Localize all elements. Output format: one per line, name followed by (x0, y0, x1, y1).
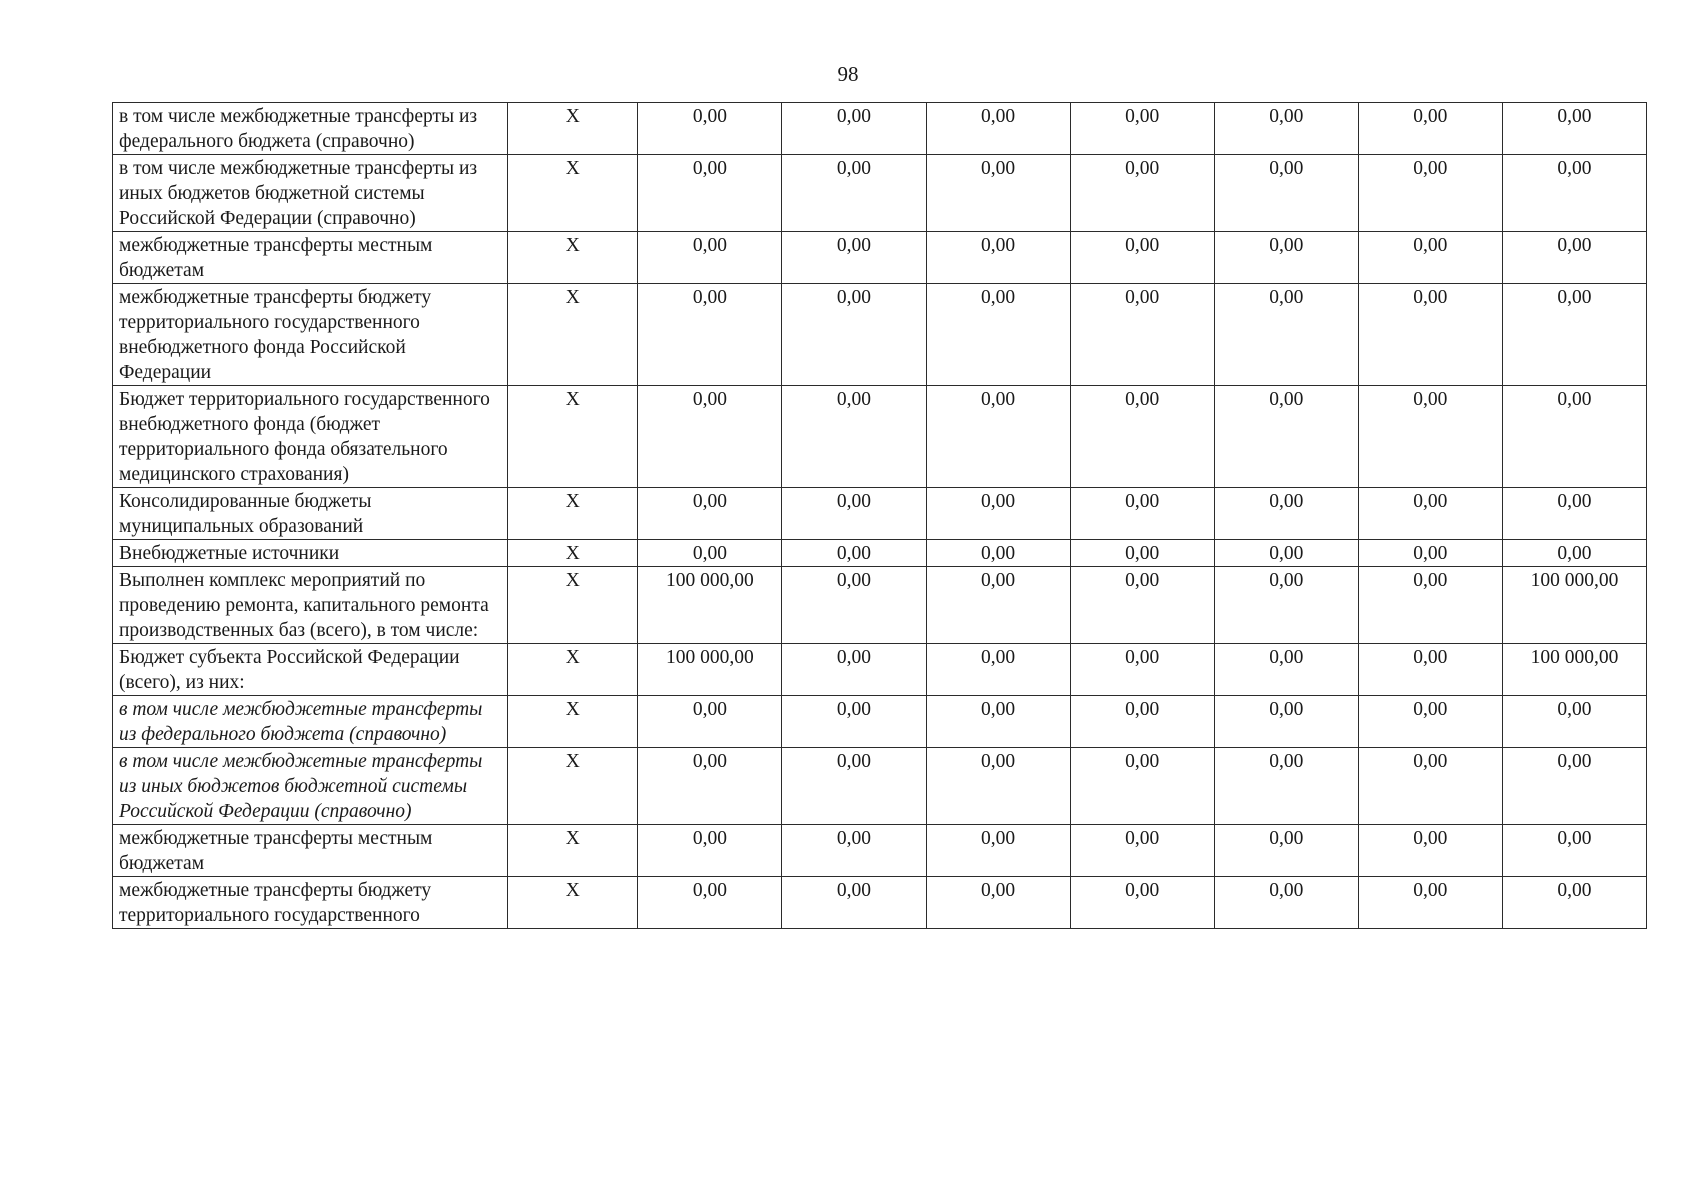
row-value-7: 0,00 (1502, 232, 1646, 284)
row-value-5: 0,00 (1214, 155, 1358, 232)
row-value-3: 0,00 (926, 232, 1070, 284)
row-x-mark: X (508, 877, 638, 929)
row-label: межбюджетные трансферты бюджету территориального государственного внебюджетного фонда Российской Федерации (113, 284, 508, 386)
row-value-5: 0,00 (1214, 877, 1358, 929)
row-value-2: 0,00 (782, 644, 926, 696)
row-label: Консолидированные бюджеты муниципальных образований (113, 488, 508, 540)
row-value-1: 0,00 (638, 232, 782, 284)
row-value-6: 0,00 (1358, 386, 1502, 488)
row-value-2: 0,00 (782, 103, 926, 155)
table-row (113, 748, 1647, 825)
row-x-mark: X (508, 644, 638, 696)
table-row (113, 232, 1647, 284)
row-value-1: 0,00 (638, 696, 782, 748)
row-value-3: 0,00 (926, 748, 1070, 825)
row-value-2: 0,00 (782, 748, 926, 825)
row-value-4: 0,00 (1070, 386, 1214, 488)
table-body (113, 103, 1647, 929)
table-row (113, 567, 1647, 644)
row-value-4: 0,00 (1070, 155, 1214, 232)
row-value-7: 0,00 (1502, 825, 1646, 877)
row-x-mark: X (508, 540, 638, 567)
row-value-1: 0,00 (638, 155, 782, 232)
row-value-4: 0,00 (1070, 696, 1214, 748)
table-row (113, 644, 1647, 696)
row-value-4: 0,00 (1070, 284, 1214, 386)
row-value-7: 0,00 (1502, 696, 1646, 748)
row-label: в том числе межбюджетные трансферты из федерального бюджета (справочно) (113, 696, 508, 748)
row-value-7: 0,00 (1502, 748, 1646, 825)
row-value-3: 0,00 (926, 284, 1070, 386)
row-value-3: 0,00 (926, 155, 1070, 232)
row-value-2: 0,00 (782, 284, 926, 386)
row-value-7: 0,00 (1502, 284, 1646, 386)
row-label: в том числе межбюджетные трансферты из иных бюджетов бюджетной системы Российской Федерации (справочно) (113, 748, 508, 825)
row-value-4: 0,00 (1070, 103, 1214, 155)
row-x-mark: X (508, 696, 638, 748)
row-value-3: 0,00 (926, 696, 1070, 748)
row-value-6: 0,00 (1358, 540, 1502, 567)
row-x-mark: X (508, 232, 638, 284)
table-row (113, 386, 1647, 488)
row-x-mark: X (508, 155, 638, 232)
row-value-2: 0,00 (782, 386, 926, 488)
row-x-mark: X (508, 488, 638, 540)
row-value-4: 0,00 (1070, 540, 1214, 567)
table-row (113, 825, 1647, 877)
row-value-2: 0,00 (782, 877, 926, 929)
row-value-5: 0,00 (1214, 567, 1358, 644)
row-x-mark: X (508, 825, 638, 877)
row-value-7: 0,00 (1502, 103, 1646, 155)
row-value-5: 0,00 (1214, 540, 1358, 567)
row-value-2: 0,00 (782, 540, 926, 567)
row-value-7: 0,00 (1502, 877, 1646, 929)
table-row (113, 696, 1647, 748)
row-label: Внебюджетные источники (113, 540, 508, 567)
row-value-6: 0,00 (1358, 488, 1502, 540)
row-value-1: 0,00 (638, 877, 782, 929)
table-row (113, 488, 1647, 540)
row-value-4: 0,00 (1070, 877, 1214, 929)
row-label: в том числе межбюджетные трансферты из иных бюджетов бюджетной системы Российской Федерации (справочно) (113, 155, 508, 232)
row-value-5: 0,00 (1214, 825, 1358, 877)
row-value-4: 0,00 (1070, 825, 1214, 877)
row-value-6: 0,00 (1358, 103, 1502, 155)
row-value-4: 0,00 (1070, 748, 1214, 825)
row-value-5: 0,00 (1214, 488, 1358, 540)
row-value-6: 0,00 (1358, 284, 1502, 386)
row-value-6: 0,00 (1358, 155, 1502, 232)
row-value-1: 100 000,00 (638, 567, 782, 644)
row-value-1: 0,00 (638, 825, 782, 877)
table-row (113, 103, 1647, 155)
row-value-5: 0,00 (1214, 103, 1358, 155)
row-value-3: 0,00 (926, 540, 1070, 567)
row-x-mark: X (508, 103, 638, 155)
row-label: межбюджетные трансферты бюджету территориального государственного (113, 877, 508, 929)
row-value-2: 0,00 (782, 232, 926, 284)
row-value-3: 0,00 (926, 386, 1070, 488)
row-x-mark: X (508, 284, 638, 386)
row-value-3: 0,00 (926, 488, 1070, 540)
row-value-5: 0,00 (1214, 232, 1358, 284)
budget-table (112, 102, 1647, 929)
table-row (113, 877, 1647, 929)
row-value-2: 0,00 (782, 155, 926, 232)
row-x-mark: X (508, 748, 638, 825)
row-value-6: 0,00 (1358, 232, 1502, 284)
row-label: Бюджет субъекта Российской Федерации (всего), из них: (113, 644, 508, 696)
row-value-6: 0,00 (1358, 825, 1502, 877)
row-value-7: 100 000,00 (1502, 567, 1646, 644)
row-value-7: 0,00 (1502, 540, 1646, 567)
row-label: Выполнен комплекс мероприятий по проведению ремонта, капитального ремонта производственных баз (всего), в том числе: (113, 567, 508, 644)
row-value-6: 0,00 (1358, 748, 1502, 825)
row-value-2: 0,00 (782, 696, 926, 748)
row-value-5: 0,00 (1214, 284, 1358, 386)
row-value-2: 0,00 (782, 488, 926, 540)
row-value-5: 0,00 (1214, 644, 1358, 696)
row-value-3: 0,00 (926, 644, 1070, 696)
row-x-mark: X (508, 386, 638, 488)
row-value-6: 0,00 (1358, 877, 1502, 929)
row-value-5: 0,00 (1214, 748, 1358, 825)
row-value-1: 0,00 (638, 540, 782, 567)
table-row (113, 284, 1647, 386)
row-value-6: 0,00 (1358, 696, 1502, 748)
row-x-mark: X (508, 567, 638, 644)
row-value-1: 0,00 (638, 386, 782, 488)
table-row (113, 155, 1647, 232)
row-value-3: 0,00 (926, 567, 1070, 644)
row-value-6: 0,00 (1358, 567, 1502, 644)
row-value-6: 0,00 (1358, 644, 1502, 696)
row-value-1: 0,00 (638, 103, 782, 155)
row-label: Бюджет территориального государственного внебюджетного фонда (бюджет территориального фонда обязательного медицинского страхования) (113, 386, 508, 488)
row-value-3: 0,00 (926, 877, 1070, 929)
row-value-7: 100 000,00 (1502, 644, 1646, 696)
row-value-1: 0,00 (638, 748, 782, 825)
row-value-1: 0,00 (638, 284, 782, 386)
row-value-4: 0,00 (1070, 567, 1214, 644)
row-value-1: 0,00 (638, 488, 782, 540)
row-value-3: 0,00 (926, 825, 1070, 877)
row-value-5: 0,00 (1214, 696, 1358, 748)
row-label: межбюджетные трансферты местным бюджетам (113, 825, 508, 877)
row-label: межбюджетные трансферты местным бюджетам (113, 232, 508, 284)
row-value-2: 0,00 (782, 567, 926, 644)
row-value-5: 0,00 (1214, 386, 1358, 488)
row-value-2: 0,00 (782, 825, 926, 877)
row-value-7: 0,00 (1502, 155, 1646, 232)
row-value-7: 0,00 (1502, 488, 1646, 540)
row-value-4: 0,00 (1070, 488, 1214, 540)
row-value-4: 0,00 (1070, 232, 1214, 284)
table-row (113, 540, 1647, 567)
page-number: 98 (837, 62, 859, 86)
row-value-4: 0,00 (1070, 644, 1214, 696)
row-value-3: 0,00 (926, 103, 1070, 155)
row-value-1: 100 000,00 (638, 644, 782, 696)
row-label: в том числе межбюджетные трансферты из федерального бюджета (справочно) (113, 103, 508, 155)
row-value-7: 0,00 (1502, 386, 1646, 488)
